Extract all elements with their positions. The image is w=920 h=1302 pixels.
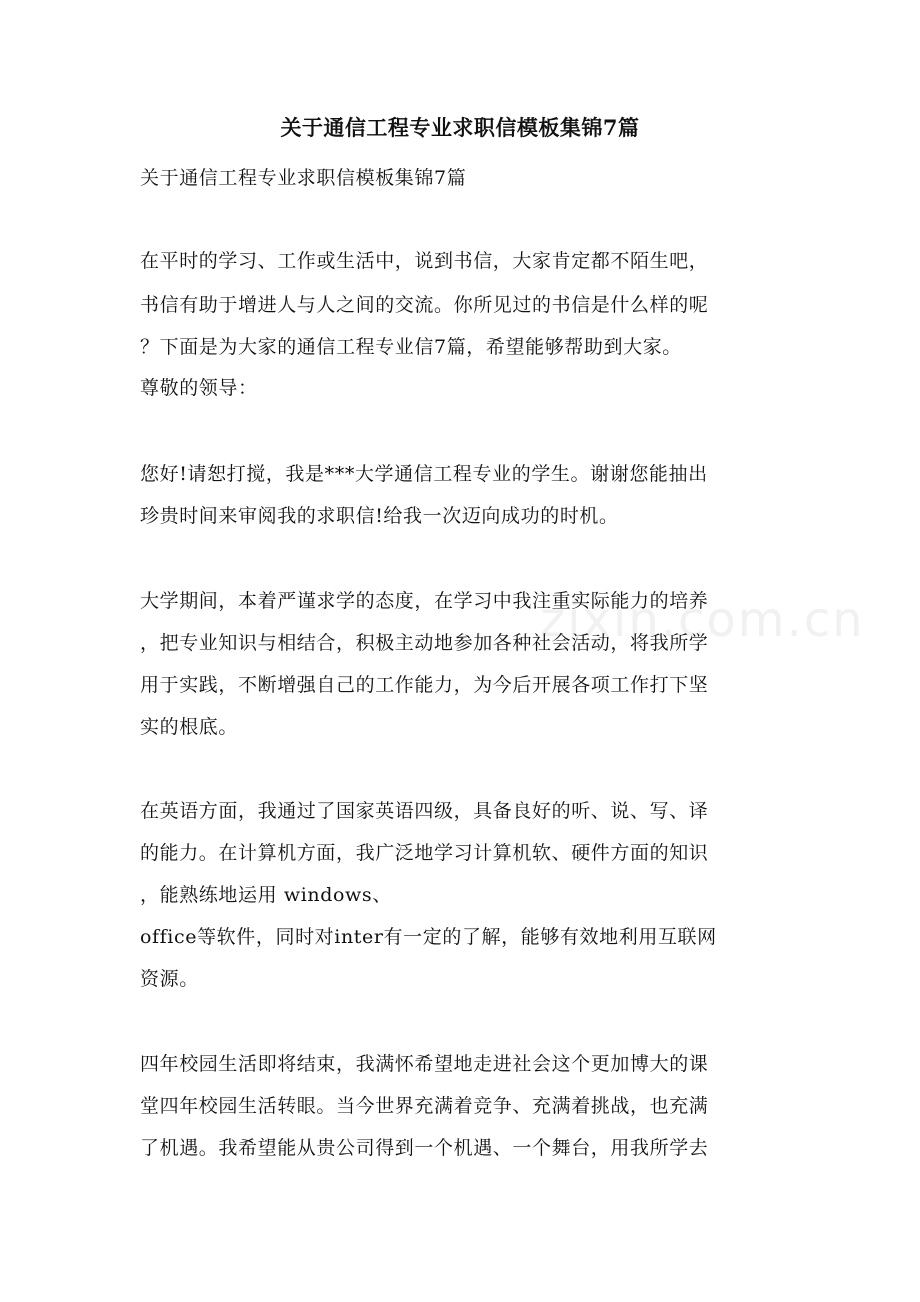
- paragraph-line: 堂四年校园生活转眼。当今世界充满着竞争、充满着挑战，也充满: [140, 1095, 709, 1117]
- salutation: 尊敬的领导：: [140, 377, 258, 399]
- paragraph-line: office等软件，同时对inter有一定的了解，能够有效地利用互联网: [140, 926, 717, 948]
- paragraph-line: 在平时的学习、工作或生活中，说到书信，大家肯定都不陌生吧，: [140, 250, 709, 272]
- document-title: 关于通信工程专业求职信模板集锦7篇: [280, 115, 640, 140]
- watermark: zixin.com.cn: [540, 592, 865, 648]
- paragraph-line: 的能力。在计算机方面，我广泛地学习计算机软、硬件方面的知识: [140, 842, 709, 864]
- paragraph-line: 四年校园生活即将结束，我满怀希望地走进社会这个更加博大的课: [140, 1053, 709, 1075]
- document-subtitle: 关于通信工程专业求职信模板集锦7篇: [140, 167, 467, 189]
- paragraph-line: 用于实践，不断增强自己的工作能力，为今后开展各项工作打下坚: [140, 674, 709, 696]
- paragraph-line: 书信有助于增进人与人之间的交流。你所见过的书信是什么样的呢: [140, 294, 709, 316]
- paragraph-line: 资源。: [140, 968, 199, 990]
- paragraph-line: 您好!请恕打搅，我是***大学通信工程专业的学生。谢谢您能抽出: [140, 463, 708, 485]
- paragraph-line: 实的根底。: [140, 716, 239, 738]
- paragraph-line: ，能熟练地运用 windows、: [140, 884, 392, 906]
- paragraph-line: ，把专业知识与相结合，积极主动地参加各种社会活动，将我所学: [140, 632, 709, 654]
- paragraph-line: 珍贵时间来审阅我的求职信!给我一次迈向成功的时机。: [140, 505, 619, 527]
- paragraph-line: 大学期间，本着严谨求学的态度，在学习中我注重实际能力的培养: [140, 590, 709, 612]
- paragraph-line: ？下面是为大家的通信工程专业信7篇，希望能够帮助到大家。: [140, 336, 682, 358]
- paragraph-line: 在英语方面，我通过了国家英语四级，具备良好的听、说、写、译: [140, 800, 709, 822]
- paragraph-line: 了机遇。我希望能从贵公司得到一个机遇、一个舞台，用我所学去: [140, 1137, 709, 1159]
